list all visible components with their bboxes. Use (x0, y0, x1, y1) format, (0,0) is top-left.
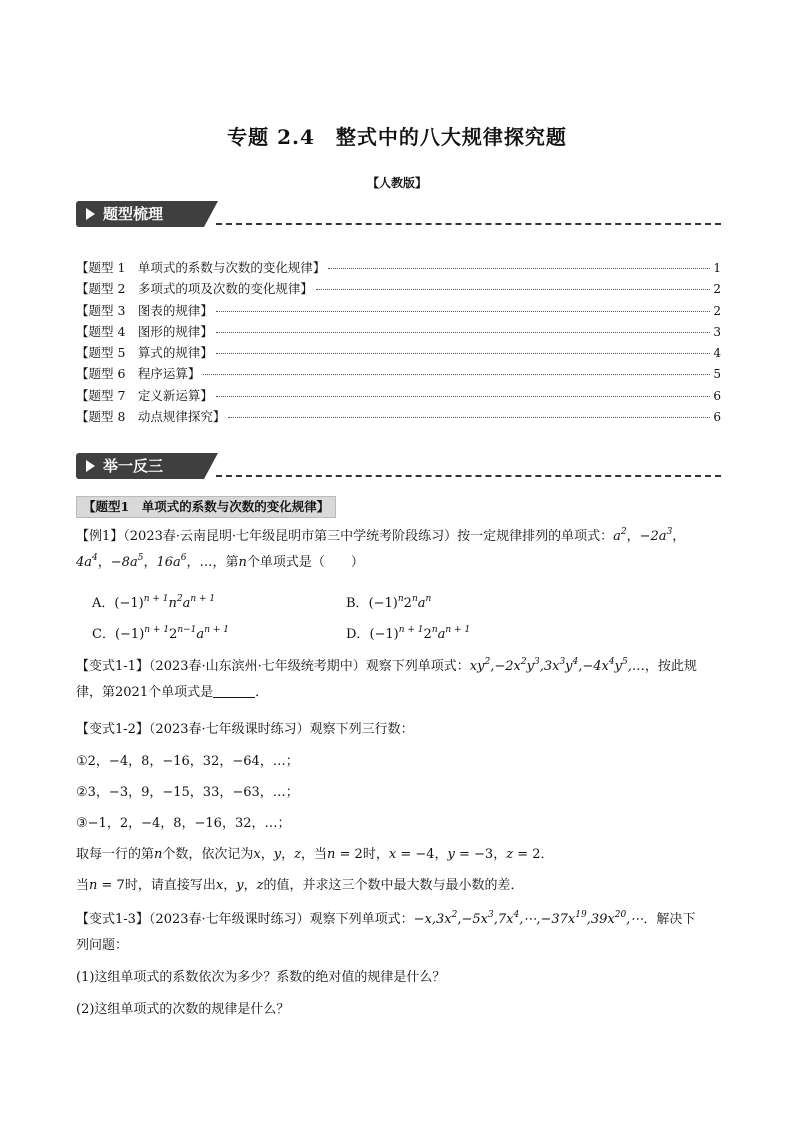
example-1-line2: $4a^4$，$-8a^5$，$16a^6$，…，第n个单项式是（ ） (76, 553, 364, 570)
math-expression: $16a^6$ (156, 553, 187, 570)
example-1-stem: 【例1】（2023春·云南昆明·七年级昆明市第三中学统考阶段练习）按一定规律排列的单项式： (76, 529, 614, 544)
toc-entry[interactable] (76, 258, 721, 279)
toc-entry[interactable] (76, 386, 721, 407)
toc-label: 【题型 5 算式的规律】 (76, 345, 213, 361)
play-triangle-icon (86, 208, 95, 220)
page-title: 专题 2.4 整式中的八大规律探究题 (227, 125, 567, 149)
toc-page: 6 (713, 410, 721, 425)
math-expression: $(-1)^n2^na^n$ (368, 594, 432, 611)
math-expression: y (447, 847, 455, 862)
toc-label: 【题型 8 动点规律探究】 (76, 409, 226, 425)
toc-leader (328, 268, 710, 269)
option-letter: C． (92, 627, 115, 642)
variant-text: 个数，依次记为 (162, 847, 254, 862)
toc-entry[interactable] (76, 322, 721, 343)
toc-page: 2 (713, 303, 721, 318)
toc-page: 6 (713, 388, 721, 403)
section-header-toc (76, 201, 721, 231)
question-type-heading: 【题型1 单项式的系数与次数的变化规律】 (76, 496, 336, 518)
math-expression: $(-1)^{n + 1}n^2a^{n + 1}$ (114, 594, 216, 611)
play-triangle-icon (86, 460, 95, 472)
variant-1-1 (76, 654, 722, 706)
toc-page: 3 (713, 324, 721, 339)
toc-entry[interactable] (76, 279, 721, 300)
variant-1-3 (76, 907, 722, 1023)
toc-label: 【题型 7 定义新运算】 (76, 387, 213, 403)
math-expression: $-2a^3$ (639, 527, 673, 544)
toc-page: 5 (713, 367, 721, 382)
toc-label: 【题型 2 多项式的项及次数的变化规律】 (76, 281, 313, 297)
dashed-divider (216, 223, 721, 225)
math-expression: n (238, 555, 247, 570)
variant-text: ，按此规 (644, 659, 697, 674)
toc-leader (216, 353, 710, 354)
answer-blank[interactable] (213, 683, 255, 698)
number-row-3: ③−1，2，−4，8，−16，32，…； (76, 816, 291, 831)
option-b[interactable] (346, 592, 431, 611)
toc-label: 【题型 3 图表的规律】 (76, 302, 213, 318)
variant-text: 取每一行的第 (76, 847, 155, 862)
math-expression: z (256, 878, 264, 893)
section-tab (76, 201, 204, 227)
variant-1-1-line1 (76, 654, 722, 680)
math-expression: x (388, 847, 397, 862)
variant-text: ，当 (301, 847, 328, 862)
number-row-2: ②3，−3，9，−15，33，−63，…； (76, 785, 299, 800)
math-expression: $-x,3x^2,-5x^3,7x^4,\cdots,-37x^{19},39x^{20},\cdots$ (413, 910, 644, 927)
variant-stem: 【变式1-1】（2023春·山东滨州·七年级统考期中）观察下列单项式： (76, 659, 470, 674)
toc-page: 1 (713, 261, 721, 275)
toc-page: 4 (713, 346, 721, 361)
math-expression: n (154, 847, 163, 862)
variant-stem: 【变式1-3】（2023春·七年级课时练习）观察下列单项式： (76, 912, 414, 927)
math-expression: y (273, 847, 282, 862)
variant-text: 列问题： (76, 938, 129, 953)
toc-leader (216, 311, 710, 312)
math-expression: $xy^2,-2x^2y^3,3x^3y^4,-4x^4y^5,\dots$ (469, 657, 645, 674)
variant-1-2 (76, 717, 722, 899)
example-1 (76, 524, 722, 576)
toc-leader (228, 417, 710, 418)
variant-text: 律，第2021个单项式是 (76, 685, 214, 700)
variant-text: 的值，并求这三个数中最大数与最小数的差． (263, 878, 524, 893)
section-title: 举一反三 (103, 457, 164, 475)
math-expression: z (294, 847, 301, 862)
toc-label: 【题型 4 图形的规律】 (76, 323, 213, 339)
math-expression: x (215, 878, 224, 893)
toc-leader (216, 332, 710, 333)
toc-leader (203, 374, 710, 375)
math-expression: $4a^4$ (76, 553, 98, 570)
toc-leader (216, 396, 710, 397)
variant-text: ． (255, 685, 269, 700)
toc-entry[interactable] (76, 343, 721, 364)
toc-label: 【题型 1 单项式的系数与次数的变化规律】 (76, 260, 326, 275)
math-expression: $-8a^5$ (110, 553, 144, 570)
option-letter: D． (346, 627, 370, 642)
dashed-divider (216, 475, 721, 477)
option-letter: B． (346, 596, 369, 611)
math-expression: $a^2$ (613, 527, 627, 544)
variant-text: 当 (76, 878, 90, 893)
toc-leader (316, 289, 710, 290)
math-expression: z (506, 847, 514, 862)
math-expression: $(-1)^{n + 1}2^na^{n + 1}$ (369, 625, 471, 642)
option-letter: A． (92, 596, 115, 611)
toc-entry[interactable] (76, 364, 721, 385)
section-header-practice (76, 453, 721, 483)
toc-label: 【题型 6 程序运算】 (76, 366, 201, 382)
example-1-text: ，…，第 (186, 555, 239, 570)
variant-stem: 【变式1-2】（2023春·七年级课时练习）观察下列三行数： (76, 722, 414, 737)
variant-text: 时， (362, 847, 389, 862)
math-expression: n (89, 878, 98, 893)
variant-1-3-line1 (76, 907, 722, 933)
option-d[interactable] (346, 623, 470, 642)
table-of-contents (76, 258, 721, 428)
example-1-line1: 【例1】（2023春·云南昆明·七年级昆明市第三中学统考阶段练习）按一定规律排列的单项式：$a^2$，$-2a^3$， (76, 527, 686, 544)
number-row-1: ①2，−4，8，−16，32，−64，…； (76, 754, 299, 769)
toc-page: 2 (713, 282, 721, 297)
toc-entry[interactable] (76, 407, 721, 428)
math-expression: x (253, 847, 261, 862)
section-tab (76, 453, 204, 479)
edition-label: 【人教版】 (366, 176, 427, 190)
toc-entry[interactable] (76, 301, 721, 322)
option-c[interactable] (92, 623, 229, 642)
variant-1-2-question-2: 当n = 7时，请直接写出x，y，z的值，并求这三个数中最大数与最小数的差． (76, 878, 524, 893)
variant-1-1-line2 (76, 680, 722, 706)
variant-1-3-question-1: (1)这组单项式的系数依次为多少？系数的绝对值的规律是什么？ (76, 970, 446, 985)
math-expression: $(-1)^{n + 1}2^{n-1}a^{n + 1}$ (114, 625, 229, 642)
math-expression: n (327, 847, 336, 862)
math-expression: y (236, 878, 244, 893)
variant-text: 时，请直接写出 (124, 878, 216, 893)
variant-1-2-question-1: 取每一行的第n个数，依次记为x，y，z，当n = 2时，x = −4，y = −3，z = 2． (76, 847, 554, 862)
section-title: 题型梳理 (103, 205, 164, 223)
variant-1-3-question-2: (2)这组单项式的次数的规律是什么？ (76, 1002, 290, 1017)
variant-text: ．解决下 (643, 912, 696, 927)
example-1-text: 个单项式是（ ） (246, 555, 364, 570)
option-a[interactable] (92, 592, 215, 611)
